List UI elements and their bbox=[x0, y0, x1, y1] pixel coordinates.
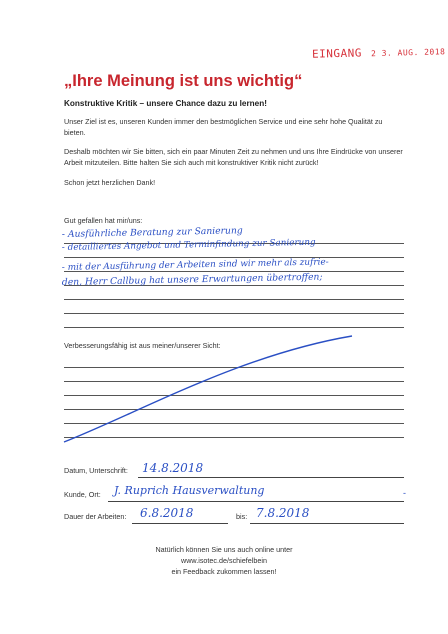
work-end-label: bis: bbox=[236, 512, 248, 521]
customer-location-value: J. Ruprich Hausverwaltung bbox=[114, 484, 265, 497]
positive-handwritten-line: - mit der Ausführung der Arbeiten sind wir mehr als zufrie- bbox=[61, 257, 329, 273]
page-title: „Ihre Meinung ist uns wichtig“ bbox=[64, 72, 303, 90]
positive-handwritten-line: den, Herr Callbug hat unsere Erwartungen übertroffen; bbox=[61, 271, 323, 288]
customer-location-line[interactable] bbox=[108, 501, 404, 502]
thanks-paragraph: Schon jetzt herzlichen Dank! bbox=[64, 178, 156, 187]
work-start-value: 6.8.2018 bbox=[140, 506, 194, 520]
date-signature-line[interactable] bbox=[138, 477, 404, 478]
footer-line-1: Natürlich können Sie uns auch online unter bbox=[155, 545, 293, 554]
work-start-line[interactable] bbox=[132, 523, 228, 524]
request-paragraph: Deshalb möchten wir Sie bitten, sich ein paar Minuten Zeit zu nehmen und uns Ihre Eindrücke von unserer Arbeit mitzuteilen. Bitte halten Sie sich auch mit konstruktiver Kritik nicht zurück! bbox=[64, 147, 403, 167]
footer-website-link[interactable]: www.isotec.de/schiefelbein bbox=[181, 556, 267, 565]
positive-handwritten-line: - Ausführliche Beratung zur Sanierung bbox=[61, 225, 243, 240]
intro-paragraph: Unser Ziel ist es, unseren Kunden immer den bestmöglichen Service und eine sehr hohe Qualität zu bieten. bbox=[64, 117, 383, 137]
customer-location-label: Kunde, Ort: bbox=[64, 490, 101, 499]
footer-line-3: ein Feedback zukommen lassen! bbox=[171, 567, 277, 576]
work-end-value: 7.8.2018 bbox=[256, 506, 310, 520]
stamp-date: 2 3. AUG. 2018 bbox=[370, 47, 446, 59]
date-signature-value: 14.8.2018 bbox=[142, 461, 204, 475]
page-subtitle: Konstruktive Kritik – unsere Chance dazu zu lernen! bbox=[64, 99, 267, 108]
improvement-label: Verbesserungsfähig ist aus meiner/unserer Sicht: bbox=[64, 341, 221, 350]
positive-handwritten-line: - detailliertes Angebot und Terminfindung zur Sanierung bbox=[61, 237, 316, 253]
positive-feedback-label: Gut gefallen hat mir/uns: bbox=[64, 216, 143, 225]
ink-mark: - bbox=[403, 488, 406, 498]
stamp-label: EINGANG bbox=[311, 46, 363, 61]
work-duration-label: Dauer der Arbeiten: bbox=[64, 512, 127, 521]
work-end-line[interactable] bbox=[250, 523, 404, 524]
date-signature-label: Datum, Unterschrift: bbox=[64, 466, 128, 475]
